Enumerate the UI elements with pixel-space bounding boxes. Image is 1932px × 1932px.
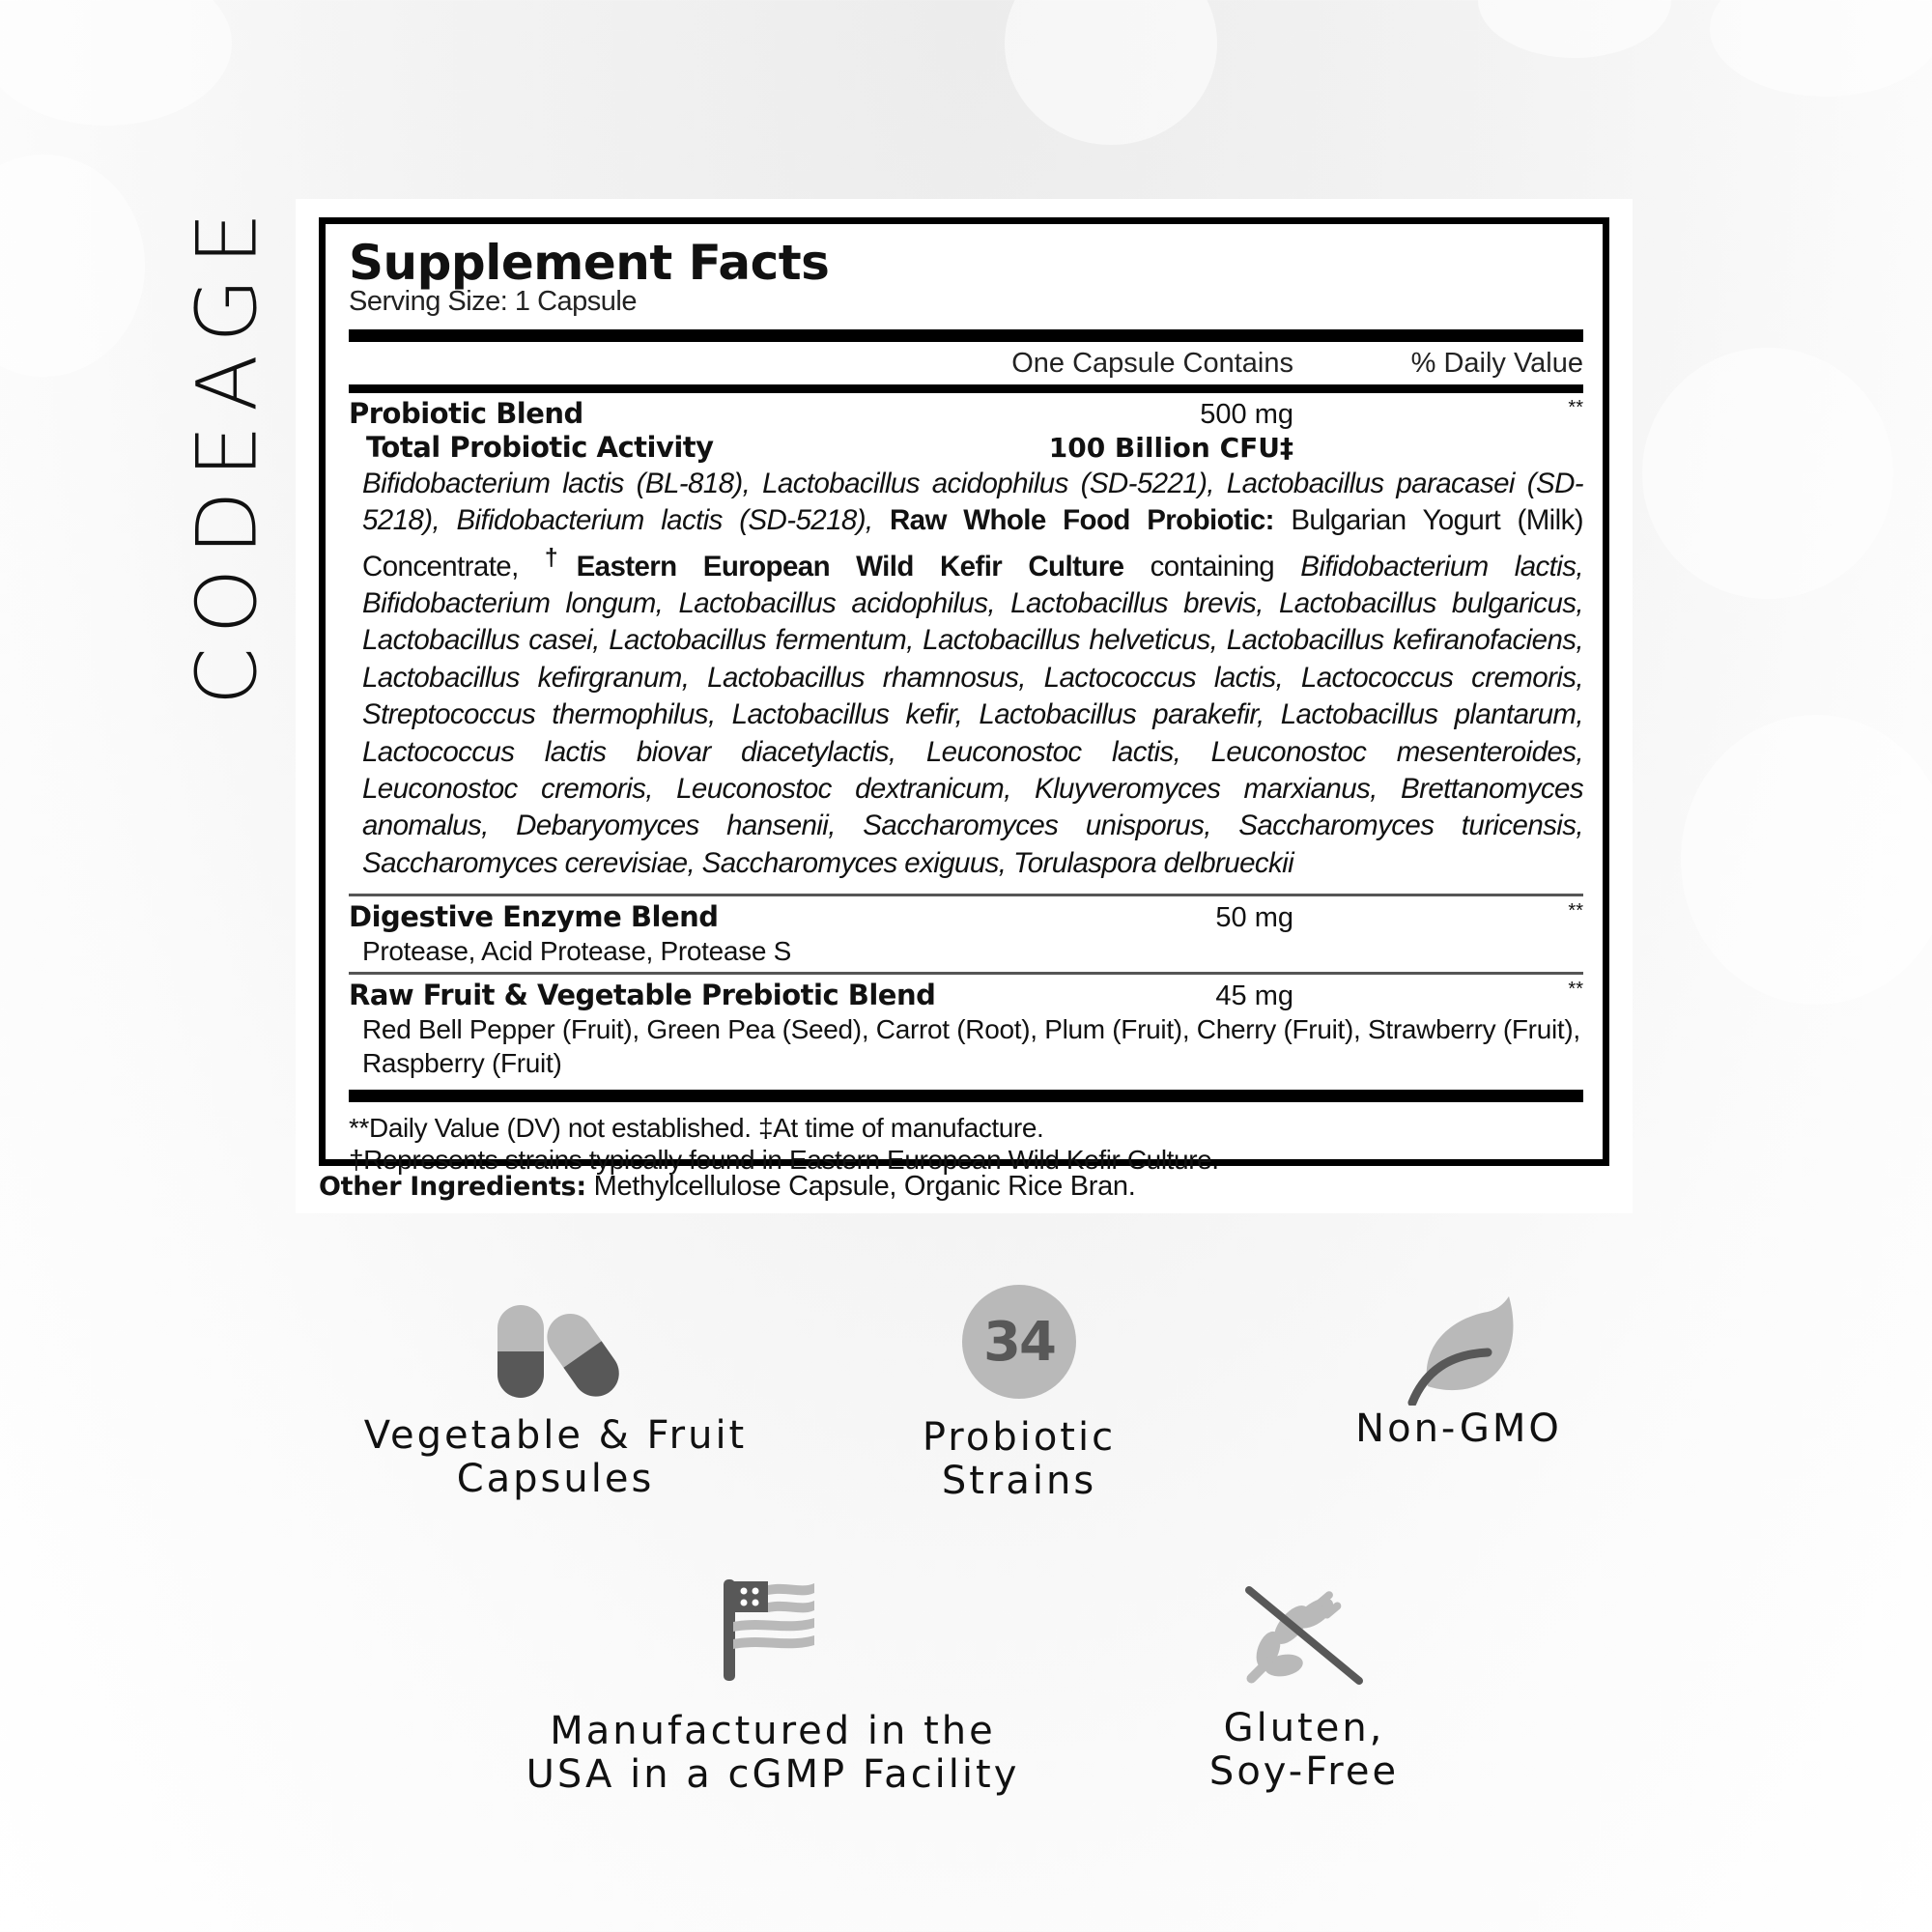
footnote: †Represents strains typically found in Eastern European Wild Kefir Culture. bbox=[349, 1145, 1219, 1176]
ingredient-amount: 500 mg bbox=[1200, 399, 1293, 430]
background-bokeh bbox=[1710, 0, 1932, 97]
background-bokeh bbox=[1642, 348, 1893, 599]
badge-line2: Strains bbox=[941, 1459, 1097, 1503]
dv-column-header: % Daily Value bbox=[1410, 347, 1583, 379]
badge-non-gmo bbox=[1314, 1294, 1604, 1451]
badge-line1: Vegetable & Fruit bbox=[363, 1413, 748, 1458]
prebiotic-blend-section bbox=[349, 975, 1583, 1084]
ingredient-name: Probiotic Blend bbox=[349, 397, 583, 430]
ingredient-dv: ** bbox=[1568, 900, 1583, 923]
ingredient-detail: Red Bell Pepper (Fruit), Green Pea (Seed), Carrot (Root), Plum (Fruit), Cherry (Fruit), Strawberry (Fruit), Raspberry (Fruit) bbox=[362, 1014, 1580, 1079]
badge-line2: USA in a cGMP Facility bbox=[526, 1752, 1020, 1797]
other-ingredients bbox=[319, 1171, 1136, 1203]
usa-flag-icon bbox=[720, 1579, 826, 1681]
ingredient-amount: 45 mg bbox=[1215, 980, 1293, 1012]
ingredient-dv: ** bbox=[1568, 397, 1583, 418]
strain-count-icon bbox=[962, 1285, 1076, 1399]
ingredient-name: Digestive Enzyme Blend bbox=[349, 900, 719, 934]
no-gluten-icon bbox=[1241, 1584, 1367, 1686]
serving-size: Serving Size: 1 Capsule bbox=[349, 286, 637, 317]
badge-vegetable-capsules bbox=[357, 1304, 753, 1501]
ingredient-amount: 50 mg bbox=[1215, 902, 1293, 934]
background-bokeh bbox=[1478, 0, 1671, 58]
divider-thick bbox=[349, 329, 1583, 342]
probiotic-strain-list: Bifidobacterium lactis (BL-818), Lactobacillus acidophilus (SD-5221), Lactobacillus paracasei (SD-5218), Bifidobacterium lactis (SD-5218), Raw Whole Food Probiotic: Bulgarian Yogurt (Milk) Concentrate, †Eastern European Wild Kefir Culture containing Bifidobacterium lactis, Bifidobacterium longum, Lactobacillus acidophilus, Lactobacillus brevis, Lactobacillus bulgaricus, Lactobacillus casei, Lactobacillus fermentum, Lactobacillus helveticus, Lactobacillus kefiranofaciens, Lactobacillus kefirgranum, Lactobacillus rhamnosus, Lactococcus lactis, Lactococcus cremoris, Streptococcus thermophilus, Lactobacillus kefir, Lactobacillus parakefir, Lactobacillus plantarum, Lactococcus lactis biovar diacetylactis, Leuconostoc lactis, Leuconostoc mesenteroides, Leuconostoc cremoris, Leuconostoc dextranicum, Kluyveromyces marxianus, Brettanomyces anomalus, Debaryomyces hansenii, Saccharomyces unisporus, Saccharomyces turicensis, Saccharomyces cerevisiae, Saccharomyces exiguus, Torulaspora delbrueckii bbox=[362, 468, 1583, 879]
brand-name: CODEAGE bbox=[179, 198, 276, 706]
divider-thick bbox=[349, 1090, 1583, 1102]
ingredient-name: Total Probiotic Activity bbox=[366, 431, 714, 464]
background-bokeh bbox=[1681, 715, 1932, 1005]
badge-line1: Probiotic bbox=[922, 1415, 1117, 1460]
total-activity-row bbox=[349, 431, 1583, 464]
other-ingredients-value: Methylcellulose Capsule, Organic Rice Bran. bbox=[593, 1171, 1136, 1202]
ingredient-dv: ** bbox=[1568, 979, 1583, 1001]
badge-line1: Gluten, bbox=[1223, 1706, 1385, 1750]
background-bokeh bbox=[0, 155, 145, 377]
divider-medium bbox=[349, 384, 1583, 393]
badge-line2: Capsules bbox=[456, 1457, 655, 1501]
background-bokeh bbox=[1005, 0, 1217, 145]
supplement-facts-table bbox=[319, 217, 1609, 1176]
probiotic-blend-section bbox=[349, 393, 1583, 894]
ingredient-amount: 100 Billion CFU‡ bbox=[1048, 432, 1293, 464]
strain-count: 34 bbox=[983, 1310, 1055, 1374]
badge-made-in-usa bbox=[502, 1579, 1043, 1797]
brand-logo bbox=[179, 198, 276, 706]
badge-probiotic-strains bbox=[869, 1285, 1169, 1503]
badge-line2: Soy-Free bbox=[1208, 1749, 1400, 1794]
leaf-icon bbox=[1391, 1294, 1526, 1406]
background-bokeh bbox=[0, 0, 232, 126]
column-header bbox=[349, 342, 1583, 384]
badge-line1: Manufactured in the bbox=[550, 1709, 996, 1753]
amount-column-header: One Capsule Contains bbox=[1011, 347, 1293, 379]
facts-title: Supplement Facts bbox=[349, 235, 830, 291]
digestive-enzyme-section bbox=[349, 896, 1583, 972]
ingredient-name: Raw Fruit & Vegetable Prebiotic Blend bbox=[349, 979, 936, 1012]
other-ingredients-label: Other Ingredients: bbox=[319, 1172, 586, 1202]
capsules-icon bbox=[488, 1304, 623, 1401]
badge-line1: Non-GMO bbox=[1355, 1406, 1562, 1451]
badge-gluten-soy-free bbox=[1169, 1584, 1439, 1794]
footnote: **Daily Value (DV) not established. ‡At time of manufacture. bbox=[349, 1113, 1044, 1144]
ingredient-detail: Protease, Acid Protease, Protease S bbox=[362, 936, 791, 967]
footnotes bbox=[349, 1102, 1583, 1176]
probiotic-blend-row bbox=[349, 397, 1583, 431]
